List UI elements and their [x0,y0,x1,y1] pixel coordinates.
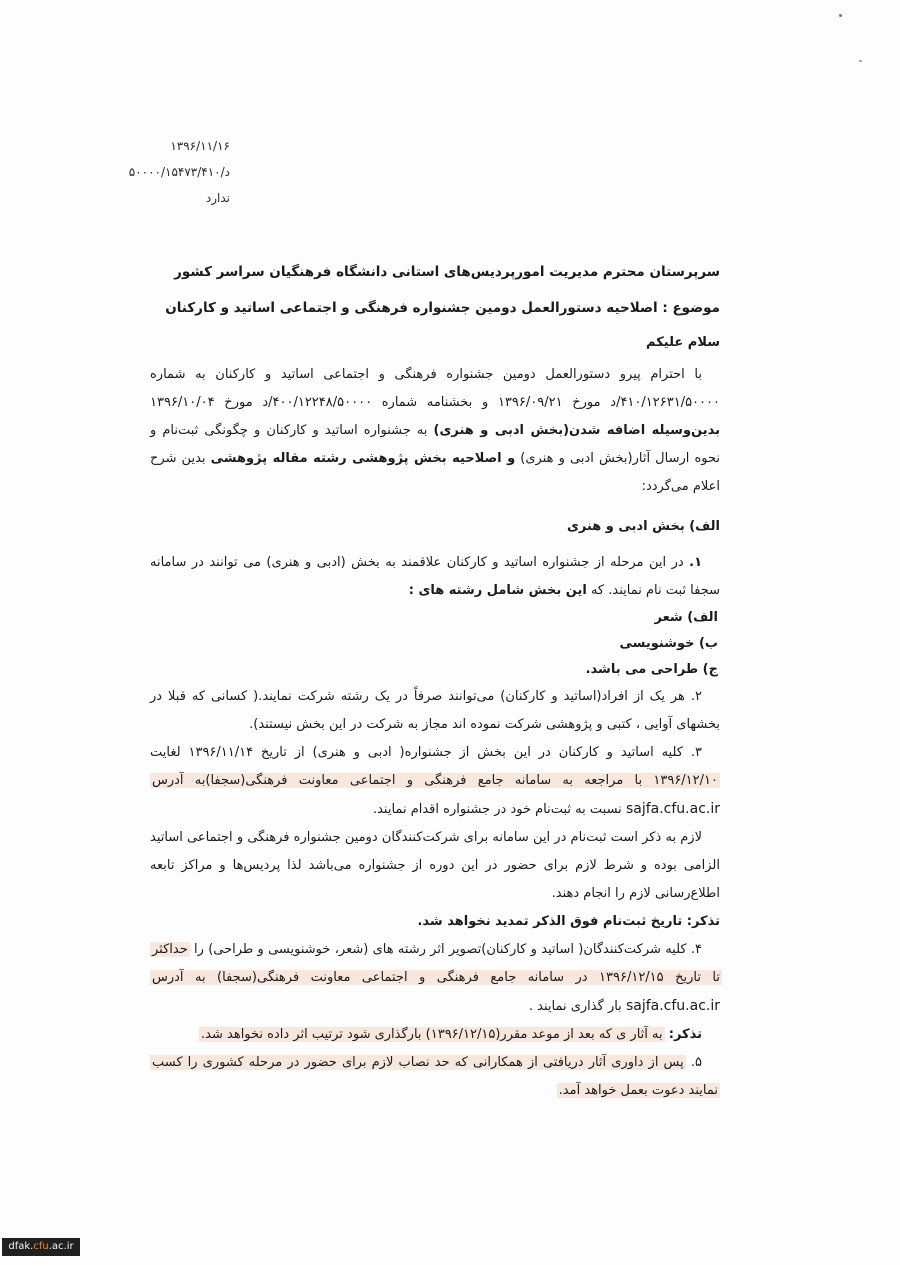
deadline-note: تذکر: تاریخ ثبت‌نام فوق الذکر تمدید نخواهد شد. [417,914,720,929]
item-text-end: نسبت به ثبت‌نام خود در جشنواره اقدام نمایند. [372,802,622,817]
item-text: پس از داوری آثار دریافتی از همکارانی که حد نصاب لازم برای حضور در مرحله کشوری را کسب نمایند دعوت بعمل خواهد آمد. [152,1055,718,1098]
item-number: ۲. [690,689,702,704]
list-item-1 [150,549,720,605]
note-text: به آثار ی که بعد از موعد مقرر(۱۳۹۶/۱۲/۱۵) بارگذاری شود ترتیب اثر داده نخواهد شد. [201,1027,663,1042]
intro-bold-1: بدین‌وسیله اضافه شدن(بخش ادبی و هنری) [433,423,720,438]
watermark-prefix: dfak. [8,1241,34,1252]
upload-url: sajfa.cfu.ac.ir [625,998,720,1014]
section-title: الف) بخش ادبی و هنری [566,519,720,534]
item-number: ۳. [690,745,702,760]
watermark-accent: cfu [33,1241,49,1252]
highlighted-text: ۱۳۹۶/۱۲/۱۰ با مراجعه به سامانه جامع فرهنگی و اجتماعی معاونت فرهنگی(سجفا)به آدرس [152,773,718,788]
late-submission-note [150,1021,720,1049]
item-number: ۵. [690,1055,702,1070]
intro-text-3: بدین شرح اعلام می‌گردد: [150,451,720,494]
letter-salutation: سلام علیکم [646,335,720,350]
site-watermark [2,1238,80,1256]
speck-mark [859,60,862,62]
speck-mark [839,14,842,17]
list-item-2 [150,683,720,739]
item-text-end: بار گذاری نمایند . [528,999,622,1014]
sub-item-poetry: الف) شعر [654,610,718,625]
highlighted-text: حداکثر تا تاریخ ۱۳۹۶/۱۲/۱۵ در سامانه جامع فرهنگی و اجتماعی معاونت فرهنگی(سجفا) به آدرس [152,942,720,985]
registration-paragraph: لازم به ذکر است ثبت‌نام در این سامانه برای شرکت‌کنندگان دومین جشنواره فرهنگی و اجتماعی اساتید الزامی بوده و شرط لازم برای حضور در این دوره از جشنواره می‌باشد لذا پردیس‌ها و مراکز تابعه اطلاع‌رسانی لازم را انجام دهند. [150,830,720,901]
item-text: در این مرحله از جشنواره اساتید و کارکنان علاقمند به بخش (ادبی و هنری) می توانند در سامانه سجفا ثبت نام نمایند. که [150,555,720,598]
list-item-5 [150,1049,720,1105]
intro-text-2: به جشنواره اساتید و کارکنان و چگونگی ثبت‌نام و نحوه ارسال آثار(بخش ادبی و هنری) [150,423,720,466]
item-text: کلیه شرکت‌کنندگان( اساتید و کارکنان)تصویر اثر رشته های (شعر، خوشنویسی و طراحی) را [194,942,687,957]
letter-body [150,257,720,1105]
registration-url: sajfa.cfu.ac.ir [625,801,720,817]
letter-number: د/۵۰۰۰۰/۱۵۴۷۳/۴۱۰ [128,165,230,179]
letter-recipient: سرپرستان محترم مدیریت امورپردیس‌های استانی دانشگاه فرهنگیان سراسر کشور [174,264,720,280]
item-text: هر یک از افراد(اساتید و کارکنان) می‌توانند صرفاً در یک رشته شرکت نمایند.( کسانی که قبلا در بخشهای آوایی ، کتبی و پژوهشی شرکت نموده اند مجاز به شرکت در این بخش نیستند). [150,689,720,732]
letter-attachment: ندارد [205,191,230,205]
item-bold: این بخش شامل رشته های : [408,583,587,598]
item-number: ۴. [690,942,702,957]
letter-subject: موضوع : اصلاحیه دستورالعمل دومین جشنواره فرهنگی و اجتماعی اساتید و کارکنان [165,300,720,316]
list-item-4 [150,936,720,1021]
intro-text-1: با احترام پیرو دستورالعمل دومین جشنواره فرهنگی و اجتماعی اساتید و کارکنان به شماره ۴۱۰/۱۲۶۳۱/۵۰۰۰۰/د مورخ ۱۳۹۶/۰۹/۲۱ و بخشنامه شماره ۴۰۰/۱۲۲۴۸/۵۰۰۰۰/د مورخ ۱۳۹۶/۱۰/۰۴ [150,367,720,410]
item-number: ۱. [689,555,702,570]
letter-date: ۱۳۹۶/۱۱/۱۶ [170,139,230,153]
watermark-suffix: .ac.ir [48,1241,74,1252]
letter-meta [100,133,230,211]
sub-item-calligraphy: ب) خوشنویسی [619,636,718,651]
item-text: کلیه اساتید و کارکنان در این بخش از جشنواره( ادبی و هنری) از تاریخ ۱۳۹۶/۱۱/۱۴ لغایت [150,745,683,760]
intro-paragraph [150,361,720,501]
note-label: تذکر: [668,1027,702,1042]
sub-item-drawing: ج) طراحی می باشد. [585,662,718,677]
intro-bold-2: و اصلاحیه بخش پژوهشی رشته مقاله پژوهشی [210,451,516,466]
list-item-3 [150,739,720,824]
